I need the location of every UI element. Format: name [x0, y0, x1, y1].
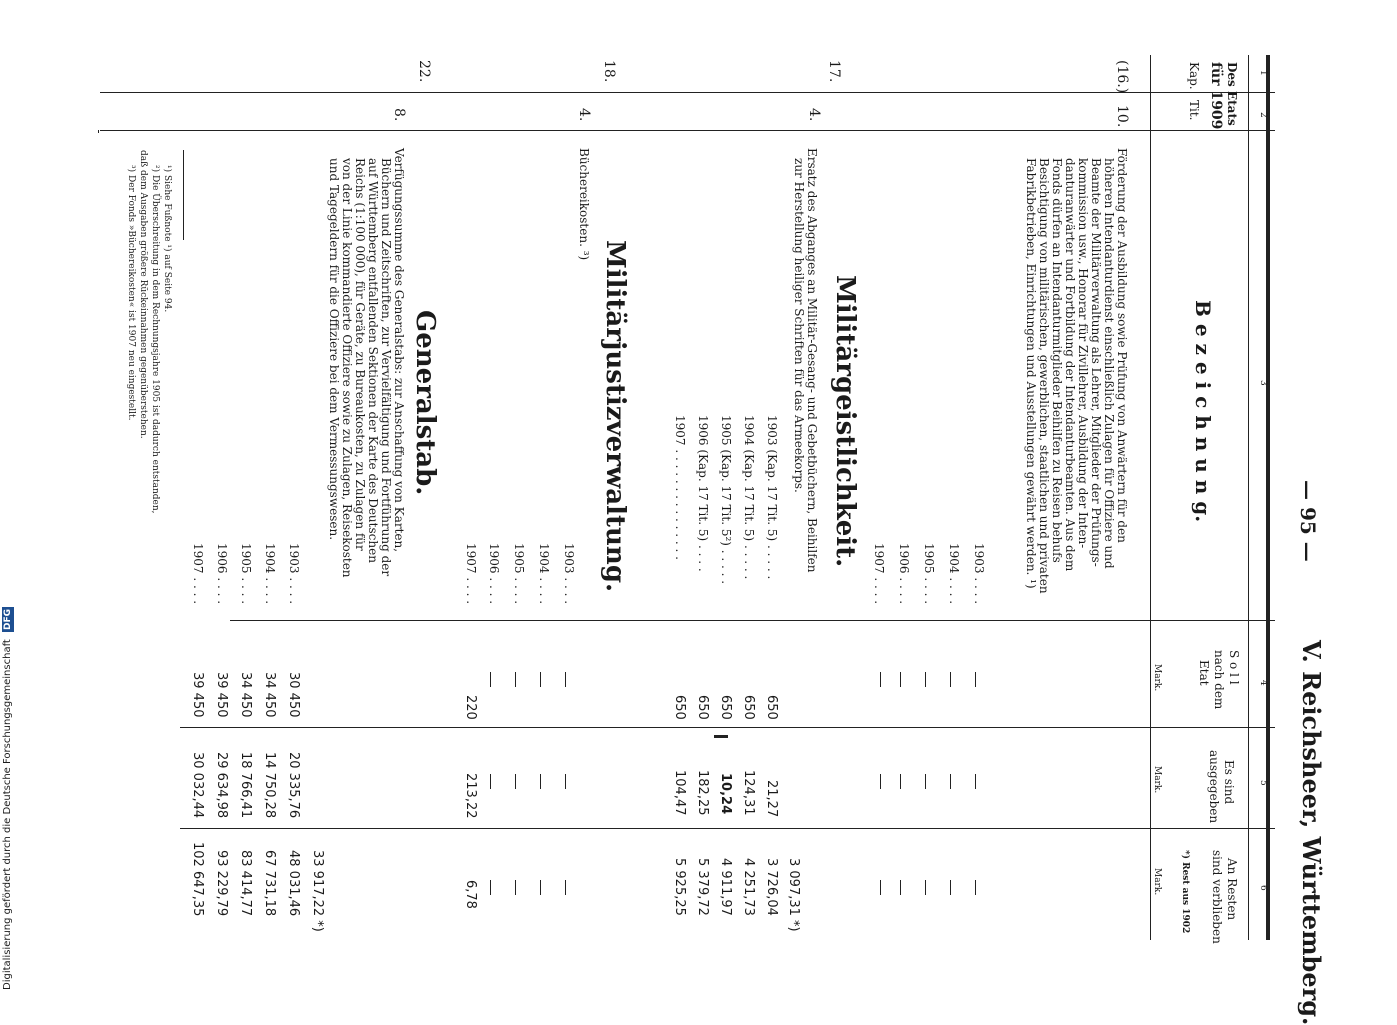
s2-rest-1907: 5 925,25: [672, 858, 687, 916]
s4-text-line: von der Linie kommandierte Offiziere sowie zu Zulagen, Reisekosten: [340, 158, 354, 578]
col3-header: B e z e i c h n u n g.: [1191, 300, 1215, 523]
s3-year-1904: 1904 . . . .: [537, 543, 551, 605]
rule-col4: [180, 727, 1275, 728]
s2-tit: 4.: [806, 108, 822, 122]
col-number-4: 4: [1258, 680, 1268, 686]
dfg-notice: [2, 607, 14, 990]
col-tit-header: Tit.: [1187, 100, 1201, 121]
col5-unit: Mark.: [1152, 766, 1162, 794]
s2-rest-1903: 3 726,04: [764, 858, 779, 916]
col-number-3: 3: [1258, 380, 1268, 386]
col1-header-line2: für 1909: [1208, 62, 1224, 130]
dash: [975, 672, 976, 687]
s2-soll-1906: 650: [695, 695, 710, 720]
dash: [565, 880, 566, 895]
dash: [565, 672, 566, 687]
s1-year-1906: 1906 . . . .: [897, 543, 911, 605]
col-kap-header: Kap.: [1187, 62, 1201, 90]
s2-ausgegeben-1905: 10,24: [718, 773, 733, 815]
col-number-5: 5: [1258, 780, 1268, 786]
s4-ausgegeben-1903: 20 335,76: [286, 752, 301, 819]
col6-header-note: *) Rest aus 1902: [1180, 850, 1190, 934]
s1-text-line: Fonds dürfen an Intendanturmitglieder Beihilfen zu Reisen behufs: [1050, 158, 1064, 563]
dash: [490, 880, 491, 895]
s2-year-1904: 1904 (Kap. 17 Tit. 5) . . . . .: [742, 415, 756, 580]
col6-header-line1: An Resten: [1225, 858, 1239, 921]
s4-ausgegeben-1904: 14 750,28: [262, 752, 277, 819]
rule-col1: [100, 92, 1275, 93]
s4-heading: Generalstab.: [410, 310, 440, 496]
s2-year-1903: 1903 (Kap. 17 Tit. 5) . . . . .: [765, 415, 779, 580]
col-number-2: 2: [1258, 112, 1268, 118]
s4-soll-1903: 30 450: [286, 672, 301, 718]
s2-year-1907: 1907 . . . . . . . . . . . . . . .: [673, 415, 687, 560]
s4-soll-1904: 34 450: [262, 672, 277, 718]
footnote-3: ³) Der Fonds »Büchereikosten« ist 1907 neu eingestellt.: [126, 165, 136, 421]
dash: [950, 880, 951, 895]
dash: [975, 774, 976, 789]
dash: [515, 774, 516, 789]
dash: [565, 774, 566, 789]
s4-rest-1907: 102 647,35: [190, 842, 205, 917]
dash: [490, 672, 491, 687]
col4-header-line3: Etat: [1197, 660, 1211, 686]
dash: [900, 880, 901, 895]
rule-header-bottom: [1150, 55, 1151, 940]
s3-tit: 4.: [576, 108, 592, 122]
s4-year-1903: 1903 . . . .: [287, 543, 301, 605]
s2-soll-1904: 650: [741, 695, 756, 720]
s2-ausgegeben-1904: 124,31: [741, 770, 756, 816]
dash: [925, 774, 926, 789]
s1-text-line: danturanwärter und Fortbildung der Intendanturbeamten. Aus dem: [1063, 158, 1077, 572]
rule-section-left: [98, 130, 99, 133]
s3-no: 18.: [601, 60, 617, 83]
s3-year-1903: 1903 . . . .: [562, 543, 576, 605]
col-number-1: 1: [1258, 70, 1268, 76]
s4-year-1907: 1907 . . . .: [191, 543, 205, 605]
s2-no: 17.: [826, 60, 842, 83]
s1-text-line: Beamte der Militärverwaltung als Lehrer, Mitglieder der Prüfungs-: [1089, 158, 1103, 567]
footnote-2: ²) Die Überschreitung in dem Rechnungsjahre 1905 ist dadurch entstanden,: [150, 165, 160, 514]
s4-rest-1902: 33 917,22 *): [310, 850, 325, 932]
dash: [925, 880, 926, 895]
col6-header-line2: sind verblieben: [1210, 850, 1224, 944]
s4-soll-1905: 34 450: [238, 672, 253, 718]
s1-text-line: Fabrikbetrieben, Einrichtungen und Ausstellungen gewährt werden. ¹): [1024, 158, 1038, 589]
dash: [540, 880, 541, 895]
s1-tit: 10.: [1114, 105, 1130, 128]
dash: [880, 672, 881, 687]
s4-year-1906: 1906 . . . .: [215, 543, 229, 605]
s2-ausgegeben-1903: 21,27: [764, 780, 779, 818]
dash: [900, 672, 901, 687]
s2-soll-1903: 650: [764, 695, 779, 720]
dash: [490, 774, 491, 789]
s1-text-line: höheren Intendanturdienst einschließlich Zulagen für Offiziere und: [1102, 158, 1116, 569]
dash: [540, 774, 541, 789]
s2-soll-1907: 650: [672, 695, 687, 720]
s1-text-line: Besichtigung von militärischen, gewerblichen, staatlichen und privaten: [1037, 158, 1051, 594]
s1-year-1907: 1907 . . . .: [872, 543, 886, 605]
dash: [975, 880, 976, 895]
rule-top-thick: [1266, 55, 1270, 940]
col6-unit: Mark.: [1152, 868, 1162, 896]
col4-unit: Mark.: [1152, 664, 1162, 692]
rule-col5: [180, 828, 1275, 829]
s2-soll-1905: 650: [718, 695, 733, 720]
s2-heading: Militärgeistlichkeit.: [830, 275, 860, 568]
s4-text-line: auf Württemberg entfallenden Sektionen der Karte des Deutschen: [366, 158, 380, 563]
s4-rest-1906: 93 229,79: [214, 850, 229, 917]
dash: [950, 672, 951, 687]
dash: [950, 774, 951, 789]
s3-ausgegeben-1907: 213,22: [463, 773, 478, 819]
s2-text-line: Ersatz des Abganges an Militär-Gesang- und Gebetbüchern, Beihilfen: [805, 148, 819, 573]
s2-text-line: zur Herstellung heiliger Schriften für das Armeekorps.: [792, 158, 806, 493]
s2-rest-1905: 4 911,97: [718, 858, 733, 916]
rule-col3: [230, 620, 1275, 621]
dfg-notice-text: Digitalisierung gefördert durch die Deutsche Forschungsgemeinschaft: [2, 639, 13, 990]
s2-rest-1906: 5 379,72: [695, 858, 710, 916]
s2-year-1905: 1905 (Kap. 17 Tit. 5²) . . . . .: [719, 415, 733, 585]
s1-kap: (16.): [1114, 60, 1130, 94]
s3-text-line: Büchereikosten. ³): [577, 148, 591, 261]
s4-rest-1905: 83 414,77: [238, 850, 253, 917]
s4-year-1904: 1904 . . . .: [263, 543, 277, 605]
s4-ausgegeben-1907: 30 032,44: [190, 752, 205, 819]
rule-footnote-sep: [183, 150, 184, 240]
s4-rest-1904: 67 731,18: [262, 850, 277, 917]
col4-header-line1: S o l l: [1227, 650, 1241, 685]
col4-header-line2: nach dem: [1212, 650, 1226, 710]
s4-ausgegeben-1905: 18 766,41: [238, 752, 253, 819]
s4-text-line: Reichs (1:100 000), für Geräte, zu Bureaukosten, zu Zulagen für: [353, 158, 367, 551]
s1-text-line: kommission usw., Honorar für Zivillehrer, Ausbildung der Inten-: [1076, 158, 1090, 549]
dash: [900, 774, 901, 789]
s4-text-line: Büchern und Zeitschriften, zur Vervielfältigung und Fortführung der: [379, 158, 393, 577]
dfg-logo: DFG: [3, 608, 13, 630]
s4-no: 22.: [416, 60, 432, 83]
rule-colnums: [1248, 55, 1249, 940]
s1-year-1905: 1905 . . . .: [922, 543, 936, 605]
footnote-1: ¹) Siehe Fußnote ¹) auf Seite 94.: [162, 165, 172, 313]
s4-tit: 8.: [391, 108, 407, 122]
dash: [515, 880, 516, 895]
s3-rest-1907: 6,78: [463, 880, 478, 909]
s2-ausgegeben-1906: 182,25: [695, 770, 710, 816]
s2-rest-1904: 4 251,73: [741, 858, 756, 916]
s4-rest-1903: 48 031,46: [286, 850, 301, 917]
page-number: — 95 —: [1296, 480, 1320, 562]
s3-year-1906: 1906 . . . .: [487, 543, 501, 605]
s1-text-line: Förderung der Ausbildung sowie Prüfung von Anwärtern für den: [1115, 148, 1129, 543]
s4-text-line: Verfügungssumme des Generalstabs: zur Anschaffung von Karten,: [392, 148, 406, 553]
s3-heading: Militärjustizverwaltung.: [600, 240, 630, 593]
s3-year-1907: 1907 . . . .: [464, 543, 478, 605]
s4-ausgegeben-1906: 29 634,98: [214, 752, 229, 819]
dash: [880, 880, 881, 895]
dash: [540, 672, 541, 687]
col5-header-line2: ausgegeben: [1207, 750, 1221, 824]
s2-minus-sign: [714, 735, 728, 738]
col-number-6: 6: [1258, 885, 1268, 891]
dash: [925, 672, 926, 687]
section-title: V. Reichsheer, Württemberg.: [1297, 640, 1326, 1025]
col1-header-line1: Des Etats: [1225, 62, 1239, 126]
dash: [880, 774, 881, 789]
s2-ausgegeben-1907: 104,47: [672, 770, 687, 816]
s4-soll-1907: 39 450: [190, 672, 205, 718]
col5-header-line1: Es sind: [1222, 760, 1236, 805]
s3-soll-1907: 220: [463, 695, 478, 720]
footnote-2-cont: daß dem Ausgaben größere Rückeinnahmen gegenüberstehen.: [138, 150, 148, 439]
s2-rest-1902: 3 097,31 *): [786, 858, 801, 932]
s4-text-line: und Tagegeldern für die Offiziere bei dem Vermessungswesen.: [327, 158, 341, 541]
s1-year-1903: 1903 . . . .: [972, 543, 986, 605]
s3-year-1905: 1905 . . . .: [512, 543, 526, 605]
s4-year-1905: 1905 . . . .: [239, 543, 253, 605]
rule-col2: [100, 130, 1275, 131]
dash: [515, 672, 516, 687]
s4-soll-1906: 39 450: [214, 672, 229, 718]
s2-year-1906: 1906 (Kap. 17 Tit. 5) . . . .: [696, 415, 710, 572]
s1-year-1904: 1904 . . . .: [947, 543, 961, 605]
